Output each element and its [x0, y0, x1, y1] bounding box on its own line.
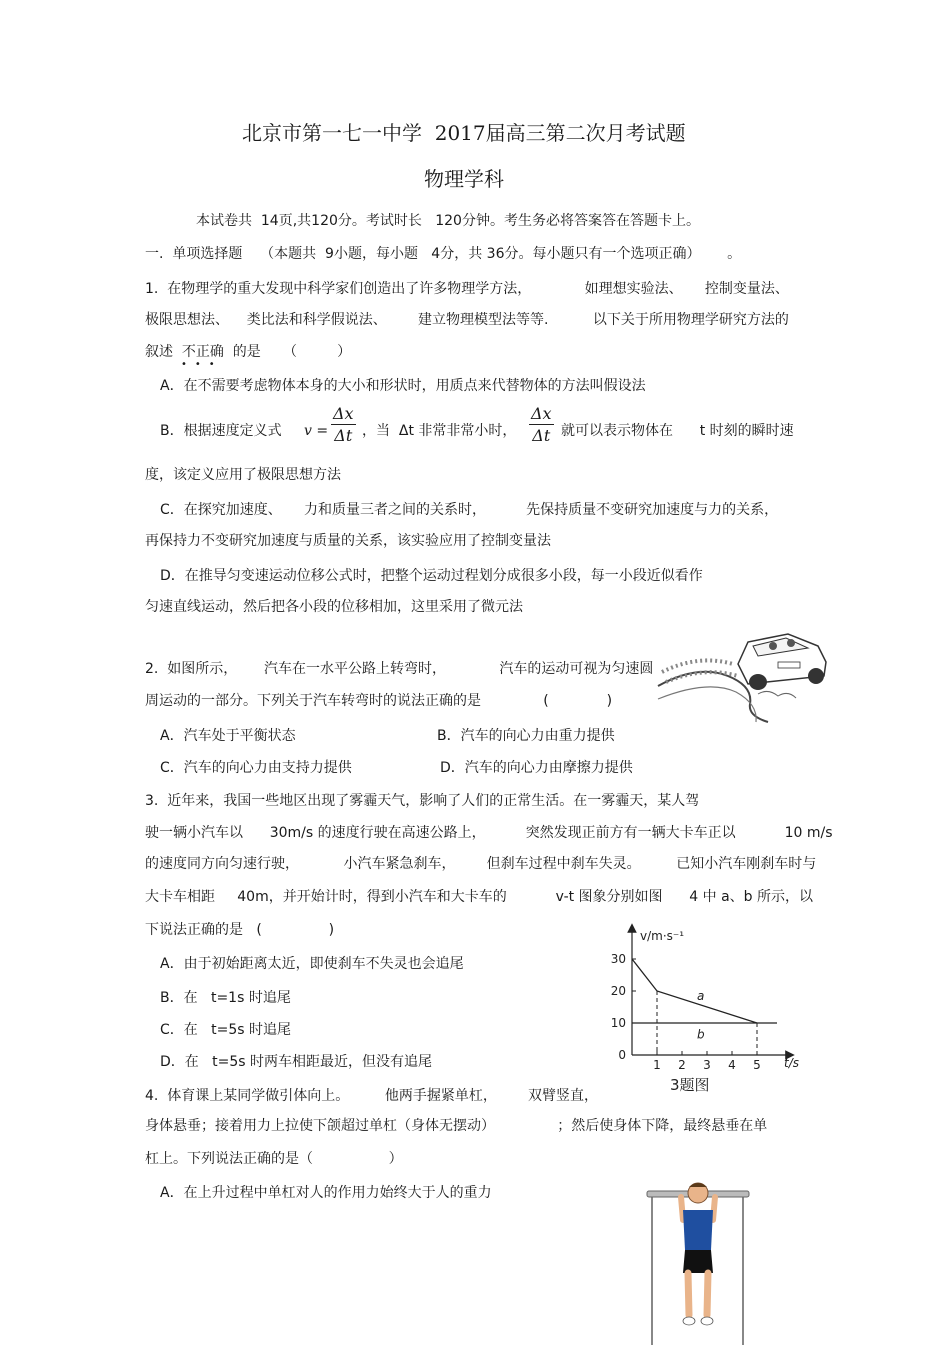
q3-option-c: C．在 t=5s 时追尾: [160, 1022, 291, 1038]
q1-line2: 极限思想法、 类比法和科学假说法、 建立物理模型法等等. 以下关于所用物理学研究方法的: [145, 312, 789, 328]
section-heading: 一. 单项选择题 （本题共 9小题，每小题 4分，共 36分。每小题只有一个选项正确） 。: [145, 246, 742, 262]
q3-line4: 大卡车相距 40m，并开始计时，得到小汽车和大卡车的 v-t 图象分别如图 4 中 a、b 所示，以: [145, 889, 813, 905]
velocity-symbol: v =: [304, 423, 329, 439]
x-tick-label: 2: [678, 1058, 686, 1072]
subject-title: 物理学科: [424, 167, 504, 191]
q1-option-b-post: 就可以表示物体在 t 时刻的瞬时速: [561, 423, 794, 439]
fraction-numerator: Δx: [333, 404, 354, 423]
q2-option-b: B．汽车的向心力由重力提供: [437, 728, 615, 744]
q2-option-a: A．汽车处于平衡状态: [160, 728, 296, 744]
q2-line2: 周运动的一部分。下列关于汽车转弯时的说法正确的是 ( ): [145, 693, 613, 709]
q1-option-c-line1: C．在探究加速度、 力和质量三者之间的关系时， 先保持质量不变研究加速度与力的关系，: [160, 502, 779, 518]
q4-line2: 身体悬垂；接着用力上拉使下颌超过单杠（身体无摆动） ；然后使身体下降，最终悬垂在单: [145, 1118, 768, 1134]
x-tick-label: 3: [703, 1058, 711, 1072]
x-tick-label: 1: [653, 1058, 661, 1072]
series-label-b: b: [697, 1027, 705, 1042]
q1-emphasis: 不正确: [181, 344, 224, 360]
pull-up-illustration: [643, 1175, 753, 1345]
q1-option-a: A．在不需要考虑物体本身的大小和形状时，用质点来代替物体的方法叫假设法: [160, 378, 646, 394]
q2-line1: 2. 如图所示， 汽车在一水平公路上转弯时， 汽车的运动可视为匀速圆: [145, 661, 654, 677]
x-axis-label: t/s: [784, 1056, 799, 1070]
q4-line3: 杠上。下列说法正确的是（ ）: [145, 1151, 403, 1167]
figure-caption: 3题图: [670, 1076, 710, 1094]
x-tick-label: 4: [728, 1058, 736, 1072]
q3-option-a: A．由于初始距离太近，即使刹车不失灵也会追尾: [160, 956, 464, 972]
emphasis-dots: •••: [181, 359, 223, 370]
exam-intro: 本试卷共 14页,共120分。考试时长 120分钟。考生务必将答案答在答题卡上。: [196, 213, 700, 229]
y-tick-label: 30: [610, 952, 626, 966]
q1-option-b-prefix: B．根据速度定义式: [160, 423, 282, 439]
q1-line1: 1. 在物理学的重大发现中科学家们创造出了许多物理学方法， 如理想实验法、 控制变量法、: [145, 281, 789, 297]
exam-title: 北京市第一七一中学 2017届高三第二次月考试题: [242, 121, 686, 145]
q4-line1: 4. 体育课上某同学做引体向上。 他两手握紧单杠， 双臂竖直，: [145, 1088, 599, 1104]
q3-line5: 下说法正确的是 ( ): [145, 922, 335, 938]
y-tick-label: 10: [610, 1016, 626, 1030]
fraction-numerator: Δx: [531, 404, 552, 423]
series-label-a: a: [697, 988, 705, 1003]
q1-line3: [145, 343, 351, 361]
q1-line3c: 的是 （ ）: [223, 344, 352, 360]
y-tick-label: 0: [618, 1048, 626, 1062]
vt-chart: [600, 920, 810, 1100]
x-tick-label: 5: [753, 1058, 761, 1072]
y-axis-label: v/m·s⁻¹: [640, 929, 685, 943]
fraction-denominator: Δt: [334, 426, 353, 445]
q1-option-b-line2: 度，该定义应用了极限思想方法: [145, 467, 341, 483]
q1-option-d-line2: 匀速直线运动，然后把各小段的位移相加，这里采用了微元法: [145, 599, 523, 615]
q3-option-d: D．在 t=5s 时两车相距最近，但没有追尾: [160, 1054, 433, 1070]
y-tick-label: 20: [610, 984, 626, 998]
q3-line1: 3. 近年来，我国一些地区出现了雾霾天气，影响了人们的正常生活。在一雾霾天，某人驾: [145, 793, 700, 809]
fraction-denominator: Δt: [532, 426, 551, 445]
velocity-fraction-2: [529, 404, 554, 445]
velocity-fraction-1: [331, 404, 356, 445]
q1-option-b-mid: ，当 Δt 非常非常小时，: [362, 423, 517, 439]
q1-option-d-line1: D．在推导匀变速运动位移公式时，把整个运动过程划分成很多小段，每一小段近似看作: [160, 568, 703, 584]
q4-option-a: A．在上升过程中单杠对人的作用力始终大于人的重力: [160, 1185, 492, 1201]
q3-option-b: B．在 t=1s 时追尾: [160, 990, 291, 1006]
q2-option-d: D．汽车的向心力由摩擦力提供: [440, 760, 633, 776]
q3-line2: 驶一辆小汽车以 30m/s 的速度行驶在高速公路上， 突然发现正前方有一辆大卡车正以 10 m/s: [145, 825, 833, 841]
q1-line3a: 叙述: [145, 344, 182, 360]
q2-option-c: C．汽车的向心力由支持力提供: [160, 760, 352, 776]
q3-line3: 的速度同方向匀速行驶， 小汽车紧急刹车， 但刹车过程中刹车失灵。 已知小汽车刚刹车时与: [145, 856, 817, 872]
series-line-a: [632, 959, 757, 1023]
car-turning-illustration: [658, 624, 842, 724]
q1-option-c-line2: 再保持力不变研究加速度与质量的关系，该实验应用了控制变量法: [145, 533, 551, 549]
